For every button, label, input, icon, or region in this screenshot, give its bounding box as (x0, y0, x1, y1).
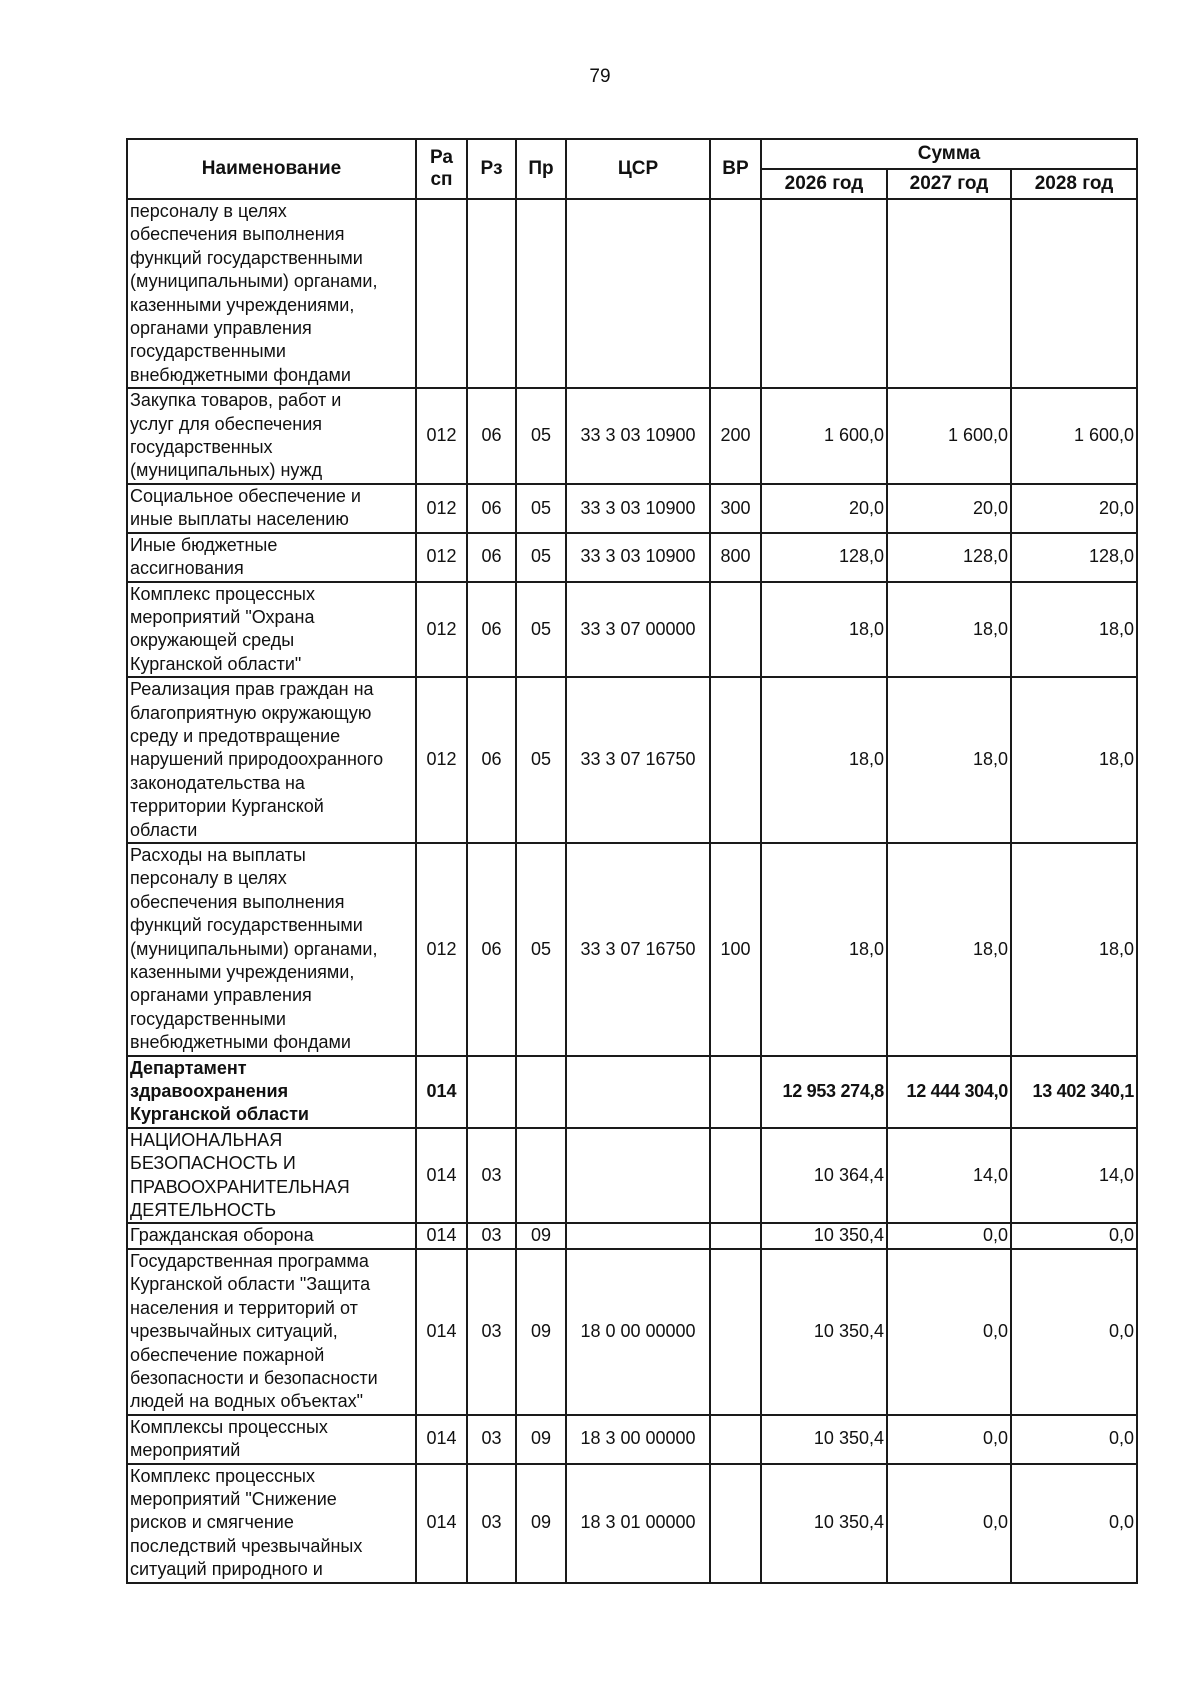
cell-name: Комплексы процессных мероприятий (127, 1415, 416, 1464)
cell-vr: 300 (710, 484, 761, 533)
header-row (127, 139, 1137, 169)
cell-pr: 09 (516, 1415, 566, 1464)
cell-vr (710, 1223, 761, 1248)
cell-sum-2026: 10 350,4 (761, 1223, 887, 1248)
cell-vr (710, 199, 761, 388)
cell-rasp: 012 (416, 484, 467, 533)
cell-pr (516, 1128, 566, 1224)
cell-vr (710, 1249, 761, 1415)
cell-sum-2026: 128,0 (761, 533, 887, 582)
cell-vr: 100 (710, 843, 761, 1056)
cell-rz: 03 (467, 1415, 516, 1464)
page-number: 79 (589, 66, 611, 87)
cell-vr: 200 (710, 388, 761, 484)
cell-sum-2026: 18,0 (761, 582, 887, 678)
cell-sum-2027: 0,0 (887, 1464, 1011, 1583)
cell-pr: 05 (516, 533, 566, 582)
cell-pr (516, 199, 566, 388)
cell-sum-2028: 0,0 (1011, 1249, 1137, 1415)
cell-name: Комплекс процессных мероприятий "Охрана окружающей среды Курганской области" (127, 582, 416, 678)
cell-name: Расходы на выплаты персоналу в целях обеспечения выполнения функций государственными (муниципальными) органами, казенными учреждениями, органами управления государственными внебюджетными фондами (127, 843, 416, 1056)
cell-csr: 33 3 07 16750 (566, 677, 710, 843)
cell-vr (710, 582, 761, 678)
cell-name: Государственная программа Курганской области "Защита населения и территорий от чрезвычайных ситуаций, обеспечение пожарной безопасности и безопасности людей на водных объектах" (127, 1249, 416, 1415)
cell-sum-2026: 10 364,4 (761, 1128, 887, 1224)
cell-sum-2028: 13 402 340,1 (1011, 1056, 1137, 1128)
cell-rasp: 012 (416, 533, 467, 582)
cell-rz: 03 (467, 1223, 516, 1248)
cell-vr (710, 677, 761, 843)
cell-sum-2026: 1 600,0 (761, 388, 887, 484)
col-rz-header: Рз (467, 139, 516, 199)
cell-name: Закупка товаров, работ и услуг для обеспечения государственных (муниципальных) нужд (127, 388, 416, 484)
col-2028-header: 2028 год (1011, 169, 1137, 199)
cell-sum-2026: 20,0 (761, 484, 887, 533)
cell-csr: 18 3 01 00000 (566, 1464, 710, 1583)
cell-rasp (416, 199, 467, 388)
table-row (127, 388, 1137, 484)
cell-vr (710, 1464, 761, 1583)
cell-csr: 33 3 03 10900 (566, 484, 710, 533)
cell-pr: 05 (516, 677, 566, 843)
col-2026-header: 2026 год (761, 169, 887, 199)
cell-pr: 05 (516, 484, 566, 533)
cell-rasp: 014 (416, 1056, 467, 1128)
cell-sum-2027: 18,0 (887, 677, 1011, 843)
cell-rasp: 014 (416, 1223, 467, 1248)
cell-sum-2027: 20,0 (887, 484, 1011, 533)
cell-vr (710, 1128, 761, 1224)
cell-sum-2028: 1 600,0 (1011, 388, 1137, 484)
cell-rz: 03 (467, 1249, 516, 1415)
table-row (127, 1056, 1137, 1128)
cell-sum-2027: 18,0 (887, 582, 1011, 678)
cell-csr (566, 1056, 710, 1128)
table-row (127, 677, 1137, 843)
table-row (127, 533, 1137, 582)
cell-sum-2027: 18,0 (887, 843, 1011, 1056)
cell-sum-2026: 12 953 274,8 (761, 1056, 887, 1128)
cell-rasp: 014 (416, 1464, 467, 1583)
cell-name: Департамент здравоохранения Курганской области (127, 1056, 416, 1128)
cell-rasp: 012 (416, 582, 467, 678)
cell-sum-2028: 18,0 (1011, 677, 1137, 843)
cell-sum-2027 (887, 199, 1011, 388)
table-body (127, 199, 1137, 1583)
cell-sum-2026: 10 350,4 (761, 1415, 887, 1464)
cell-rz: 06 (467, 582, 516, 678)
cell-name: Гражданская оборона (127, 1223, 416, 1248)
cell-pr (516, 1056, 566, 1128)
budget-table (126, 138, 1138, 1584)
cell-sum-2028: 0,0 (1011, 1464, 1137, 1583)
cell-rz: 06 (467, 484, 516, 533)
cell-name: Реализация прав граждан на благоприятную окружающую среду и предотвращение нарушений природоохранного законодательства на территории Курганской области (127, 677, 416, 843)
cell-sum-2028: 0,0 (1011, 1223, 1137, 1248)
cell-pr: 05 (516, 843, 566, 1056)
cell-rz: 03 (467, 1128, 516, 1224)
cell-pr: 05 (516, 388, 566, 484)
cell-sum-2028: 18,0 (1011, 582, 1137, 678)
cell-rz: 06 (467, 533, 516, 582)
cell-rz (467, 1056, 516, 1128)
cell-rasp: 012 (416, 388, 467, 484)
cell-sum-2026: 10 350,4 (761, 1464, 887, 1583)
cell-vr (710, 1415, 761, 1464)
cell-sum-2027: 1 600,0 (887, 388, 1011, 484)
cell-rz: 06 (467, 677, 516, 843)
col-name-header: Наименование (127, 139, 416, 199)
table-row (127, 1223, 1137, 1248)
cell-sum-2028: 20,0 (1011, 484, 1137, 533)
cell-rz (467, 199, 516, 388)
cell-sum-2026: 18,0 (761, 843, 887, 1056)
cell-sum-2027: 0,0 (887, 1223, 1011, 1248)
cell-sum-2027: 14,0 (887, 1128, 1011, 1224)
cell-pr: 09 (516, 1249, 566, 1415)
cell-vr: 800 (710, 533, 761, 582)
cell-name: НАЦИОНАЛЬНАЯ БЕЗОПАСНОСТЬ И ПРАВООХРАНИТЕЛЬНАЯ ДЕЯТЕЛЬНОСТЬ (127, 1128, 416, 1224)
col-vr-header: ВР (710, 139, 761, 199)
cell-pr: 09 (516, 1223, 566, 1248)
cell-csr (566, 199, 710, 388)
cell-sum-2027: 128,0 (887, 533, 1011, 582)
cell-sum-2026: 18,0 (761, 677, 887, 843)
cell-sum-2026: 10 350,4 (761, 1249, 887, 1415)
cell-rasp: 012 (416, 843, 467, 1056)
table-row (127, 484, 1137, 533)
cell-name: Комплекс процессных мероприятий "Снижение рисков и смягчение последствий чрезвычайных ситуаций природного и (127, 1464, 416, 1583)
col-rasp-header: Ра сп (416, 139, 467, 199)
col-2027-header: 2027 год (887, 169, 1011, 199)
cell-rasp: 014 (416, 1415, 467, 1464)
cell-csr: 33 3 07 00000 (566, 582, 710, 678)
cell-csr: 33 3 07 16750 (566, 843, 710, 1056)
cell-rz: 06 (467, 843, 516, 1056)
table-row (127, 1249, 1137, 1415)
cell-sum-2028 (1011, 199, 1137, 388)
cell-pr: 09 (516, 1464, 566, 1583)
cell-rasp: 014 (416, 1128, 467, 1224)
cell-csr (566, 1223, 710, 1248)
cell-pr: 05 (516, 582, 566, 678)
cell-sum-2026 (761, 199, 887, 388)
cell-sum-2028: 18,0 (1011, 843, 1137, 1056)
cell-sum-2028: 0,0 (1011, 1415, 1137, 1464)
cell-csr (566, 1128, 710, 1224)
cell-sum-2027: 0,0 (887, 1415, 1011, 1464)
cell-name: Иные бюджетные ассигнования (127, 533, 416, 582)
table-row (127, 843, 1137, 1056)
cell-sum-2027: 12 444 304,0 (887, 1056, 1011, 1128)
table-row (127, 582, 1137, 678)
cell-rz: 03 (467, 1464, 516, 1583)
table-row (127, 1415, 1137, 1464)
cell-vr (710, 1056, 761, 1128)
table-row (127, 1464, 1137, 1583)
cell-csr: 18 0 00 00000 (566, 1249, 710, 1415)
cell-sum-2028: 128,0 (1011, 533, 1137, 582)
cell-rasp: 012 (416, 677, 467, 843)
cell-csr: 18 3 00 00000 (566, 1415, 710, 1464)
cell-csr: 33 3 03 10900 (566, 388, 710, 484)
table-row (127, 199, 1137, 388)
cell-sum-2028: 14,0 (1011, 1128, 1137, 1224)
cell-rasp: 014 (416, 1249, 467, 1415)
table-row (127, 1128, 1137, 1224)
col-pr-header: Пр (516, 139, 566, 199)
cell-sum-2027: 0,0 (887, 1249, 1011, 1415)
col-sum-header: Сумма (761, 139, 1137, 169)
cell-csr: 33 3 03 10900 (566, 533, 710, 582)
col-csr-header: ЦСР (566, 139, 710, 199)
cell-rz: 06 (467, 388, 516, 484)
cell-name: Социальное обеспечение и иные выплаты населению (127, 484, 416, 533)
cell-name: персоналу в целях обеспечения выполнения функций государственными (муниципальными) органами, казенными учреждениями, органами управления государственными внебюджетными фондами (127, 199, 416, 388)
